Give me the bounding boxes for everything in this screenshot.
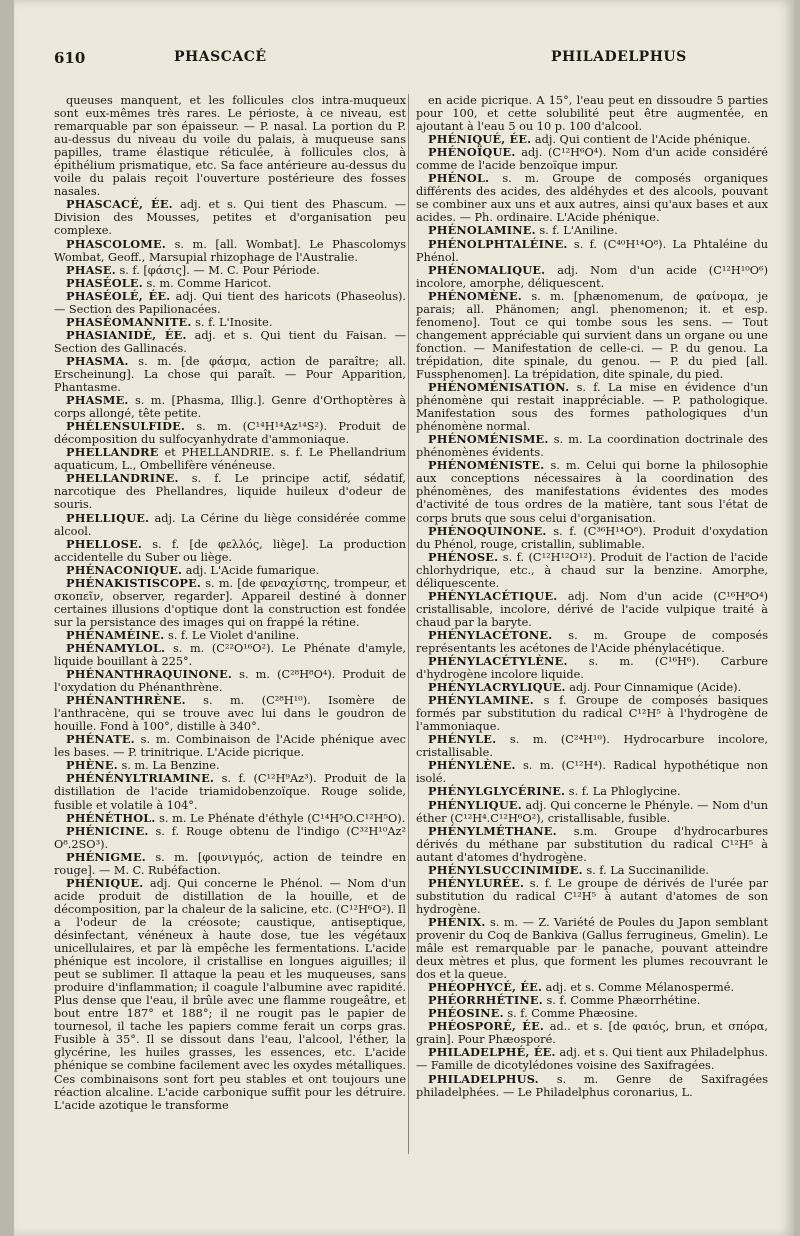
entry-definition: en acide picrique. A 15°, l'eau peut en dissoudre 5 parties pour 100, et cette solubilité peut être augmentée, en ajoutant à l'eau 5 ou 10 p. 100 d'alcool.	[416, 94, 768, 134]
entry-definition: s. m. La Benzine.	[121, 759, 220, 773]
entry-definition: s. m. Le Phénate d'éthyle (C¹⁴H⁵O.C¹²H⁵O).	[159, 811, 406, 825]
dictionary-entry	[54, 420, 406, 446]
dictionary-entry	[54, 446, 406, 472]
entry-definition: s. m. Groupe de composés organiques différents des acides, des aldéhydes et des alcools, pouvant se combiner aux uns et aux autres, ainsi qu'aux bases et aux acides. — Ph. ordinaire. L'Acide phénique.	[416, 172, 768, 225]
entry-headword: PHÉNOÏQUE.	[428, 145, 516, 160]
entry-definition: queuses manquent, et les follicules clos intra-muqueux sont eux-mêmes très rares. Le périoste, à ce niveau, est remarquable par son épaisseur. — P. nasal. La portion du P. au-dessus du niveau du voile du palais, à muqueuse sans papilles, trame élastique réticulée, à follicules clos, à épithélium prismatique, etc. Sa face antérieure au-dessus du voile du palais reçoit l'ouverture postérieure des fosses nasales.	[54, 94, 406, 199]
entry-headword: PHÉNATE.	[66, 732, 135, 747]
dictionary-entry	[416, 290, 768, 381]
entry-definition: adj. (C¹²H⁶O⁴). Nom d'un acide considéré comme de l'acide benzoïque impur.	[416, 146, 768, 173]
dictionary-entry	[416, 1046, 768, 1072]
dictionary-entry	[54, 394, 406, 420]
dictionary-entry	[416, 1073, 768, 1099]
entry-headword: PHÉNAKISTISCOPE.	[66, 575, 202, 590]
entry-headword: PHÉLENSULFIDE.	[66, 419, 186, 434]
entry-definition: adj. Qui concerne le Phénol. — Nom d'un acide produit de distillation de la houille, et de décomposition, par la chaleur de la salicine, etc. (C¹²H⁶O²). Il a l'odeur de la créosote; caustique, antiseptique, désinfectant, vénéneux à haute dose, tue les végétaux unicellulaires, et par là empêche les fermentations. L'acide phénique est incolore, il cristallise en longues aiguilles; il peut se sublimer. Il attaque la peau et les muqueuses, sans produire d'inflammation; il coagule l'albumine avec rapidité. Plus dense que l'eau, il brûle avec une flamme rougeâtre, et bout entre 187° et 188°; il ne rougit pas le papier de tournesol, il tache les papiers comme ferait un corps gras. Fusible à 35°. Il se dissout dans l'eau, l'alcool, l'éther, la glycérine, les huiles grasses, les essences, etc. L'acide phénique se combine facilement avec les oxydes métalliques. Ces combinaisons sont fort peu stables et ont toujours une réaction alcaline. L'acide carbonique suffit pour les détruire. L'acide azotique le transforme	[54, 876, 406, 1112]
dictionary-entry	[416, 655, 768, 681]
dictionary-entry	[54, 825, 406, 851]
entry-definition: s. m. [de φάσμα, action de paraître; all. Erscheinung]. La chose qui paraît. — Pour Apparition, Phantasme.	[54, 354, 406, 395]
dictionary-entry	[416, 459, 768, 524]
entry-definition: s. f. (C¹²H¹²O¹²). Produit de l'action de l'acide chlorhydrique, etc., à chaud sur la benzine. Amorphe, déliquescente.	[416, 550, 768, 590]
entry-headword: PHÉNICINE.	[66, 823, 149, 838]
dictionary-entry	[416, 590, 768, 629]
entry-headword: PHASE.	[66, 262, 116, 277]
dictionary-entry	[54, 851, 406, 877]
entry-headword: PHÉNOMÉNISME.	[428, 432, 549, 447]
entry-headword: PHÉNYLMÉTHANE.	[428, 823, 557, 838]
entry-headword: PHÉNOSE.	[428, 549, 499, 564]
entry-definition: s. f. La Phloglycine.	[568, 785, 681, 799]
entry-headword: PHASCACÉ, ÉE.	[66, 197, 173, 212]
entry-definition: s. f. La mise en évidence d'un phénomène qui restait inappréciable. — P. pathologique. Manifestation sous des formes pathologiques d'un phénomène normal.	[416, 381, 768, 434]
entry-definition: ad.. et s. [de φαιός, brun, et σπόρα, grain]. Pour Phæosporé.	[416, 1020, 768, 1047]
entry-headword: PHASÉOLÉ, ÉE.	[66, 288, 171, 303]
dictionary-entry	[54, 772, 406, 811]
dictionary-entry	[416, 825, 768, 864]
entry-headword: PHÉNAMÉINE.	[66, 627, 165, 642]
entry-headword: PHELLIQUE.	[66, 510, 150, 525]
right-column	[416, 94, 768, 1154]
entry-headword: PHÉNYLIQUE.	[428, 797, 522, 812]
entry-headword: PHÈNE.	[66, 758, 118, 773]
entry-definition: s. m. Combinaison de l'Acide phénique avec les bases. — P. trinitrique. L'Acide picrique.	[54, 733, 406, 760]
entry-headword: PHÉNYLACRYLIQUE.	[428, 680, 566, 695]
entry-headword: PHÉNANTHRÈNE.	[66, 693, 186, 708]
entry-definition: s. m. (C¹²H⁴). Radical hypothétique non isolé.	[416, 759, 768, 786]
dictionary-entry	[416, 433, 768, 459]
entry-definition: s. m. (C¹⁴H¹⁴Az¹⁴S²). Produit de décomposition du sulfocyanhydrate d'ammoniaque.	[54, 420, 406, 447]
entry-definition: s.m. Groupe d'hydrocarbures dérivés du méthane par substitution du radical C¹²H⁵ à autant d'atomes d'hydrogène.	[416, 824, 768, 864]
entry-headword: PHÉNAMYLOL.	[66, 640, 166, 655]
entry-headword: PHÉNYLACÉTYLÈNE.	[428, 654, 568, 669]
entry-headword: PHELLOSE.	[66, 536, 143, 551]
entry-headword: PHÉOPHYCÉ, ÉE.	[428, 980, 543, 995]
entry-definition: s. m. [de φεναχίστης, trompeur, et σκοπεῖν, observer, regarder]. Appareil destiné à donner certaines illusions d'optique dont la construction est fondée sur la persistance des images qui on frappé la rétine.	[54, 576, 406, 629]
dictionary-entry	[416, 799, 768, 825]
entry-headword: PHÉNYLÈNE.	[428, 758, 516, 773]
entry-definition: s. m. [phænomenum, de φαίνομα, je parais; all. Phänomen; angl. phenomenon; it. et esp. fenomeno]. Tout ce qui tombe sous les sens. — Tout changement appréciable qui survient dans un organe ou une fonction. — Manifestation de celle-ci. — P. du genou. La trépidation, dite spinale, du genou. — P. du pied [all. Fussphenomen]. La trépidation, dite spinale, du pied.	[416, 289, 768, 381]
entry-headword: PHASÉOMANNITE.	[66, 314, 192, 329]
right-running-head: PHILADELPHUS	[551, 49, 687, 65]
entry-headword: PHASME.	[66, 393, 129, 408]
entry-headword: PHÉNOMALIQUE.	[428, 262, 546, 277]
entry-headword: PHÉNYLAMINE.	[428, 693, 534, 708]
dictionary-entry	[54, 290, 406, 316]
entry-headword: PHÉNÉTHOL.	[66, 810, 156, 825]
dictionary-entry	[54, 198, 406, 237]
entry-definition: s. m. (C²⁸H⁸O⁴). Produit de l'oxydation du Phénanthrène.	[54, 668, 406, 695]
entry-headword: PHÉNOL.	[428, 171, 490, 186]
entry-headword: PHÉNYLACÉTONE.	[428, 627, 553, 642]
dictionary-entry	[416, 172, 768, 224]
entry-headword: PHELLANDRINE.	[66, 471, 179, 486]
entry-definition: adj. Nom d'un acide (C¹²H¹⁰O⁶) incolore, amorphe, déliquescent.	[416, 263, 768, 290]
entry-definition: s. f. Le Violet d'aniline.	[167, 628, 300, 642]
entry-definition: adj. Qui contient de l'Acide phénique.	[534, 133, 751, 147]
entry-headword: PHÉNOMÉNISATION.	[428, 380, 570, 395]
entry-definition: s. m. (C¹⁶H⁶). Carbure d'hydrogène incolore liquide.	[416, 655, 768, 682]
entry-definition: adj. et s. Qui tient des Phascum. — Division des Mousses, petites et d'organisation peu complexe.	[54, 198, 406, 238]
entry-definition: s. m. Comme Haricot.	[146, 276, 272, 290]
dictionary-entry	[54, 472, 406, 511]
entry-headword: PHÉORRHÉTINE.	[428, 993, 543, 1008]
entry-definition: s. m. La coordination doctrinale des phénomènes évidents.	[416, 433, 768, 460]
entry-definition: s. m. Genre de Saxifragées philadelphées. — Le Philadelphus coronarius, L.	[416, 1072, 768, 1099]
dictionary-entry	[416, 694, 768, 733]
entry-headword: PHILADELPHÉ, ÉE.	[428, 1045, 556, 1060]
entry-headword: PHÉNIGME.	[66, 849, 146, 864]
entry-definition: s. m. (C²⁴H¹⁰). Hydrocarbure incolore, cristallisable.	[416, 733, 768, 760]
entry-headword: PHÉNOMÈNE.	[428, 288, 522, 303]
column-divider	[408, 94, 409, 1154]
dictionary-entry	[54, 733, 406, 759]
entry-definition: s. f. [de φελλός, liège]. La production accidentelle du Suber ou liège.	[54, 537, 406, 564]
entry-headword: PHÉNIX.	[428, 914, 486, 929]
entry-definition: s. m. — Z. Variété de Poules du Japon semblant provenir du Coq de Bankiva (Gallus ferrugineus, Gmelin). Le mâle est remarquable par le panache, pouvant atteindre deux mètres et plus, que forment les plumes recouvrant le dos et la queue.	[416, 915, 768, 982]
entry-definition: adj. Qui concerne le Phényle. — Nom d'un éther (C¹²H⁴.C¹²H⁶O²), cristallisable, fusible.	[416, 798, 768, 825]
dictionary-entry	[54, 668, 406, 694]
entry-definition: s. f. (C⁴⁰H¹⁴O⁸). La Phtaléine du Phénol.	[416, 237, 768, 264]
dictionary-entry	[54, 538, 406, 564]
entry-headword: PHÉOSINE.	[428, 1006, 504, 1021]
entry-headword: PHÉNIQUE.	[66, 875, 144, 890]
entry-definition: adj. et s. Qui tient du Faisan. — Section des Gallinacés.	[54, 328, 406, 355]
dictionary-entry	[54, 238, 406, 264]
dictionary-entry	[54, 694, 406, 733]
entry-headword: PHÉNYLACÉTIQUE.	[428, 588, 558, 603]
entry-definition: s. m. [all. Wombat]. Le Phascolomys Wombat, Geoff., Marsupial rhizophage de l'Australie.	[54, 237, 406, 264]
entry-definition: s. m. [Phasma, Illig.]. Genre d'Orthoptères à corps allongé, tête petite.	[54, 394, 406, 421]
dictionary-entry	[416, 916, 768, 981]
entry-headword: PHÉNYLURÉE.	[428, 875, 525, 890]
entry-headword: PHILADELPHUS.	[428, 1071, 539, 1086]
dictionary-entry	[416, 1020, 768, 1046]
entry-headword: PHÉNANTHRAQUINONE.	[66, 667, 233, 682]
dictionary-entry	[54, 642, 406, 668]
dictionary-entry	[54, 355, 406, 394]
entry-definition: s. m. Groupe de composés représentants les acétones de l'Acide phénylacétique.	[416, 628, 768, 655]
entry-headword: PHÉNOMÉNISTE.	[428, 458, 545, 473]
dictionary-entry	[416, 759, 768, 785]
dictionary-entry	[54, 577, 406, 629]
entry-definition: adj. L'Acide fumarique.	[185, 563, 320, 577]
entry-definition: et PHELLANDRIE. s. f. Le Phellandrium aquaticum, L., Ombellifère vénéneuse.	[54, 446, 406, 473]
entry-definition: s. f. La Succinanilide.	[586, 863, 710, 877]
entry-definition: adj. et s. Qui tient aux Philadelphus. — Famille de dicotylédones voisine des Saxifragées.	[416, 1046, 768, 1073]
entry-definition: s. f. Le principe actif, sédatif, narcotique des Phellandres, liquide huileux d'odeur de souris.	[54, 472, 406, 512]
entry-headword: PHÉNACONIQUE.	[66, 562, 183, 577]
entry-definition: s. f. (C³⁶H¹⁴O⁸). Produit d'oxydation du Phénol, rouge, cristallin, sublimable.	[416, 524, 768, 551]
entry-headword: PHÉNYLE.	[428, 732, 497, 747]
entry-headword: PHÉNYLSUCCINIMIDE.	[428, 862, 583, 877]
dictionary-entry	[416, 551, 768, 590]
entry-definition: s f. Groupe de composés basiques formés par substitution du radical C¹²H⁵ à l'hydrogène de l'ammoniaque.	[416, 694, 768, 734]
entry-headword: PHASIANIDÉ, ÉE.	[66, 327, 187, 342]
entry-headword: PHÉNÉNYLTRIAMINE.	[66, 771, 215, 786]
dictionary-entry	[416, 877, 768, 916]
dictionary-entry	[54, 329, 406, 355]
dictionary-entry	[416, 264, 768, 290]
entry-definition: adj. Qui tient des haricots (Phaseolus). — Section des Papilionacées.	[54, 289, 406, 316]
entry-definition: adj. Pour Cinnamique (Acide).	[569, 681, 742, 695]
dictionary-entry	[416, 238, 768, 264]
dictionary-entry	[416, 94, 768, 133]
entry-definition: adj. et s. Comme Mélanospermé.	[545, 981, 735, 995]
entry-definition: s. f. [φάσις]. — M. C. Pour Période.	[119, 263, 320, 277]
entry-headword: PHÉNYLGLYCÉRINE.	[428, 784, 566, 799]
dictionary-entry	[416, 381, 768, 433]
entry-definition: s. f. Comme Phæosine.	[507, 1007, 638, 1021]
dictionary-entry	[54, 877, 406, 1112]
dictionary-entry	[54, 94, 406, 198]
dictionary-page	[14, 0, 794, 1236]
dictionary-entry	[416, 629, 768, 655]
dictionary-entry	[416, 146, 768, 172]
entry-headword: PHÉOSPORÉ, ÉE.	[428, 1019, 545, 1034]
entry-definition: adj. Nom d'un acide (C¹⁶H⁸O⁴) cristallisable, incolore, dérivé de l'acide vulpique traité à chaud par la baryte.	[416, 589, 768, 629]
entry-definition: s. f. L'Aniline.	[539, 224, 618, 238]
entry-headword: PHÉNOLPHTALÉINE.	[428, 236, 568, 251]
entry-definition: s. f. Comme Phæorrhétine.	[546, 994, 701, 1008]
entry-headword: PHÉNIQUÉ, ÉE.	[428, 132, 532, 147]
entry-definition: s. m. (C²²O¹⁶O²). Le Phénate d'amyle, liquide bouillant à 225°.	[54, 641, 406, 669]
entry-definition: s. m. (C²⁸H¹⁰). Isomère de l'anthracène, qui se trouve avec lui dans le goudron de houille. Fond à 100°, distille à 340°.	[54, 694, 406, 734]
entry-definition: s. m. [φοινιγμός, action de teindre en rouge]. — M. C. Rubéfaction.	[54, 850, 406, 877]
entry-definition: s. f. Rouge obtenu de l'indigo (C³²H¹⁰Az² O⁸.2SO³).	[54, 824, 406, 851]
entry-definition: s. m. Celui qui borne la philosophie aux conceptions nécessaires à la coordination des phénomènes, des manifestations évidentes des modes d'activité de tous ordres de la matière, tant sous l'état de corps bruts que sous celui d'organisation.	[416, 459, 768, 525]
dictionary-entry	[416, 733, 768, 759]
left-column	[54, 94, 406, 1154]
entry-definition: s. f. Le groupe de dérivés de l'urée par substitution du radical C¹²H⁵ à autant d'atomes de son hydrogène.	[416, 876, 768, 916]
entry-headword: PHELLANDRE	[66, 445, 159, 460]
page-number: 610	[54, 49, 86, 67]
entry-headword: PHASÉOLE.	[66, 275, 143, 290]
entry-headword: PHASMA.	[66, 353, 129, 368]
entry-definition: s. f. (C¹²H⁹Az³). Produit de la distillation de l'acide triamidobenzoïque. Rouge solide, fusible et volatile à 104°.	[54, 772, 406, 812]
left-running-head: PHASCACÉ	[174, 49, 267, 65]
dictionary-entry	[416, 525, 768, 551]
page-header	[14, 49, 794, 73]
dictionary-entry	[54, 512, 406, 538]
entry-headword: PHÉNOLAMINE.	[428, 223, 536, 238]
entry-definition: s. f. L'Inosite.	[195, 315, 273, 329]
entry-headword: PHASCOLOME.	[66, 236, 166, 251]
entry-definition: adj. La Cérine du liège considérée comme alcool.	[54, 511, 406, 538]
entry-headword: PHÉNOQUINONE.	[428, 523, 547, 538]
